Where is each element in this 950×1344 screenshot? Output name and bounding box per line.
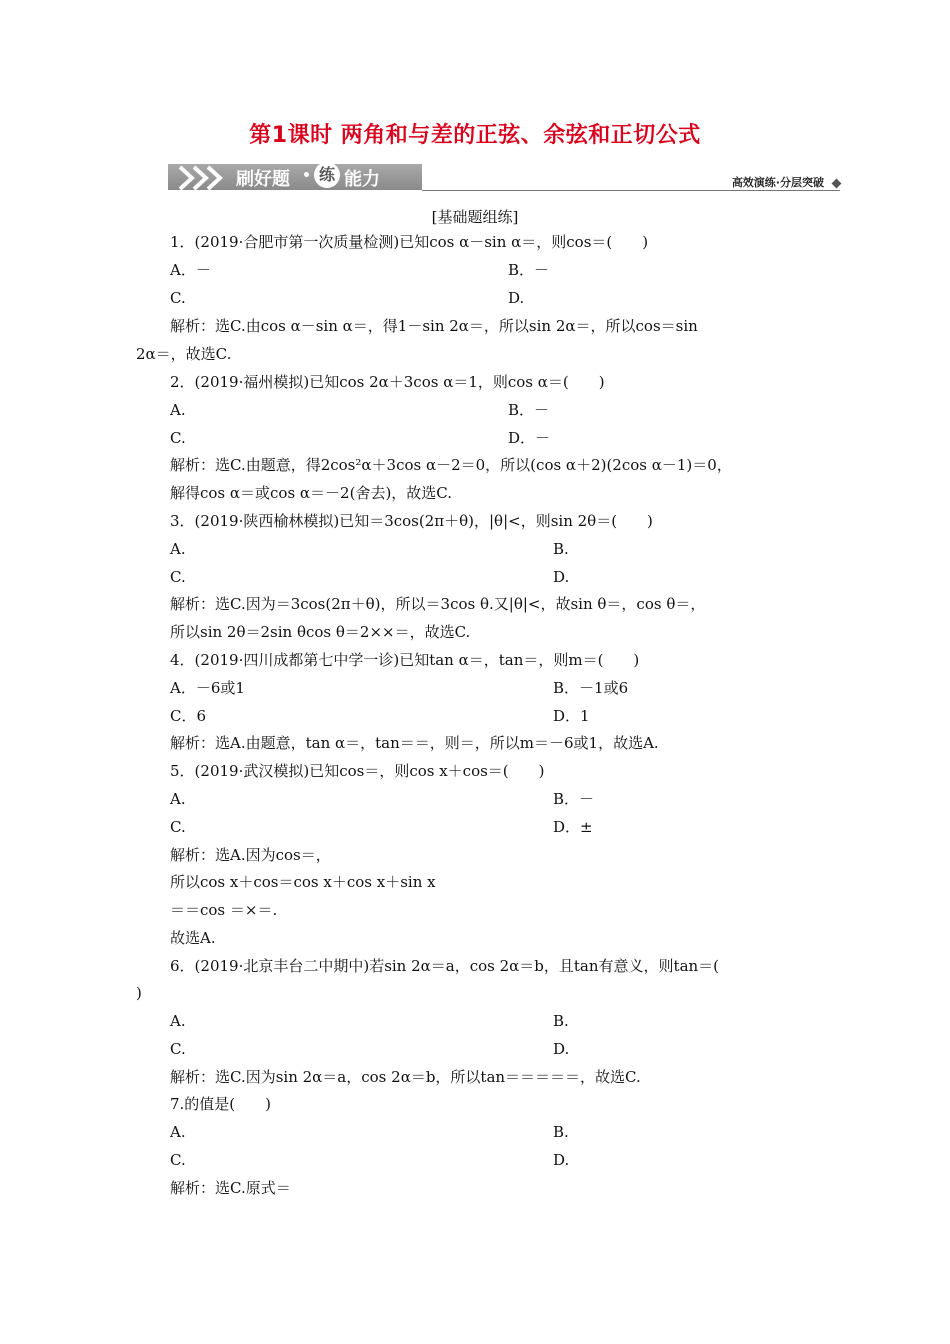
banner-label-c: 能力 xyxy=(344,169,380,190)
solution-line: 2α＝，故选C. xyxy=(136,345,232,363)
option-line: B．－ xyxy=(508,401,550,419)
solution-line: 解析：选C.因为sin 2α＝a，cos 2α＝b，所以tan＝＝＝＝＝，故选C. xyxy=(170,1068,641,1086)
option-line: D．－ xyxy=(508,429,551,447)
option-line: D．1 xyxy=(553,707,590,725)
option-line: B. xyxy=(553,1012,569,1030)
option-line: C．6 xyxy=(170,707,207,725)
option-line: B. xyxy=(553,540,569,558)
option-line: C. xyxy=(170,429,186,447)
banner-dot xyxy=(304,172,309,177)
option-line: A. xyxy=(170,540,186,558)
solution-line: 故选A. xyxy=(170,929,216,947)
solution-line: 解析：选C.因为＝3cos(2π＋θ)，所以＝3cos θ.又|θ|<，故sin θ＝，cos θ＝， xyxy=(170,595,706,613)
option-line: D．± xyxy=(553,818,593,836)
text-line: 3．(2019·陕西榆林模拟)已知＝3cos(2π＋θ)，|θ|<，则sin 2θ＝( ) xyxy=(170,512,653,530)
option-line: D. xyxy=(553,1151,570,1169)
option-line: A. xyxy=(170,1012,186,1030)
option-line: C. xyxy=(170,568,186,586)
option-line: D. xyxy=(508,289,525,307)
solution-line: 所以sin 2θ＝2sin θcos θ＝2××＝，故选C. xyxy=(170,623,471,641)
option-line: B．－ xyxy=(508,261,550,279)
text-line: 6．(2019·北京丰台二中期中)若sin 2α＝a，cos 2α＝b，且tan有意义，则tan＝( xyxy=(170,957,720,975)
option-line: B. xyxy=(553,1123,569,1141)
page-title: 第1课时 两角和与差的正弦、余弦和正切公式 xyxy=(249,123,701,148)
option-line: D. xyxy=(553,1040,570,1058)
diamond-icon xyxy=(832,179,842,189)
solution-line: 解析：选A.因为cos＝， xyxy=(170,846,331,864)
solution-line: 解析：选C.由题意，得2cos²α＋3cos α－2＝0，所以(cos α＋2)(2cos α－1)＝0， xyxy=(170,456,732,474)
text-line: 4．(2019·四川成都第七中学一诊)已知tan α＝，tan＝，则m＝( ) xyxy=(170,651,640,669)
solution-line: ＝＝cos ＝×＝. xyxy=(170,901,278,919)
solution-line: 解析：选A.由题意，tan α＝，tan＝＝，则＝，所以m＝－6或1，故选A. xyxy=(170,734,659,752)
option-line: C. xyxy=(170,1151,186,1169)
option-line: A. xyxy=(170,790,186,808)
solution-line: 所以cos x＋cos＝cos x＋cos x＋sin x xyxy=(170,873,436,891)
banner-label-a: 刷好题 xyxy=(236,169,290,190)
text-line: 5．(2019·武汉模拟)已知cos＝，则cos x＋cos＝( ) xyxy=(170,762,545,780)
banner-rule xyxy=(422,190,840,191)
solution-line: 解析：选C.原式＝ xyxy=(170,1179,291,1197)
option-line: C. xyxy=(170,289,186,307)
solution-line: 解得cos α＝或cos α＝－2(舍去)，故选C. xyxy=(170,484,453,502)
banner-label-b: 练 xyxy=(314,162,340,188)
option-line: A．－ xyxy=(170,261,211,279)
option-line: B．－1或6 xyxy=(553,679,629,697)
text-line: 7.的值是( ) xyxy=(170,1095,272,1113)
option-line: B．－ xyxy=(553,790,595,808)
text-line: 1．(2019·合肥市第一次质量检测)已知cos α－sin α＝，则cos＝( ) xyxy=(170,233,649,251)
solution-line: 解析：选C.由cos α－sin α＝，得1－sin 2α＝，所以sin 2α＝，所以cos＝sin xyxy=(170,317,698,335)
banner-right-label: 高效演练·分层突破 xyxy=(731,176,824,189)
text-line: ) xyxy=(136,984,142,1002)
section-banner xyxy=(168,160,840,194)
section-heading: [基础题组练] xyxy=(431,208,519,226)
option-line: A．－6或1 xyxy=(170,679,245,697)
text-line: 2．(2019·福州模拟)已知cos 2α＋3cos α＝1，则cos α＝( ) xyxy=(170,373,605,391)
chevron-icon xyxy=(176,165,228,191)
option-line: C. xyxy=(170,818,186,836)
option-line: C. xyxy=(170,1040,186,1058)
option-line: D. xyxy=(553,568,570,586)
option-line: A. xyxy=(170,1123,186,1141)
option-line: A. xyxy=(170,401,186,419)
